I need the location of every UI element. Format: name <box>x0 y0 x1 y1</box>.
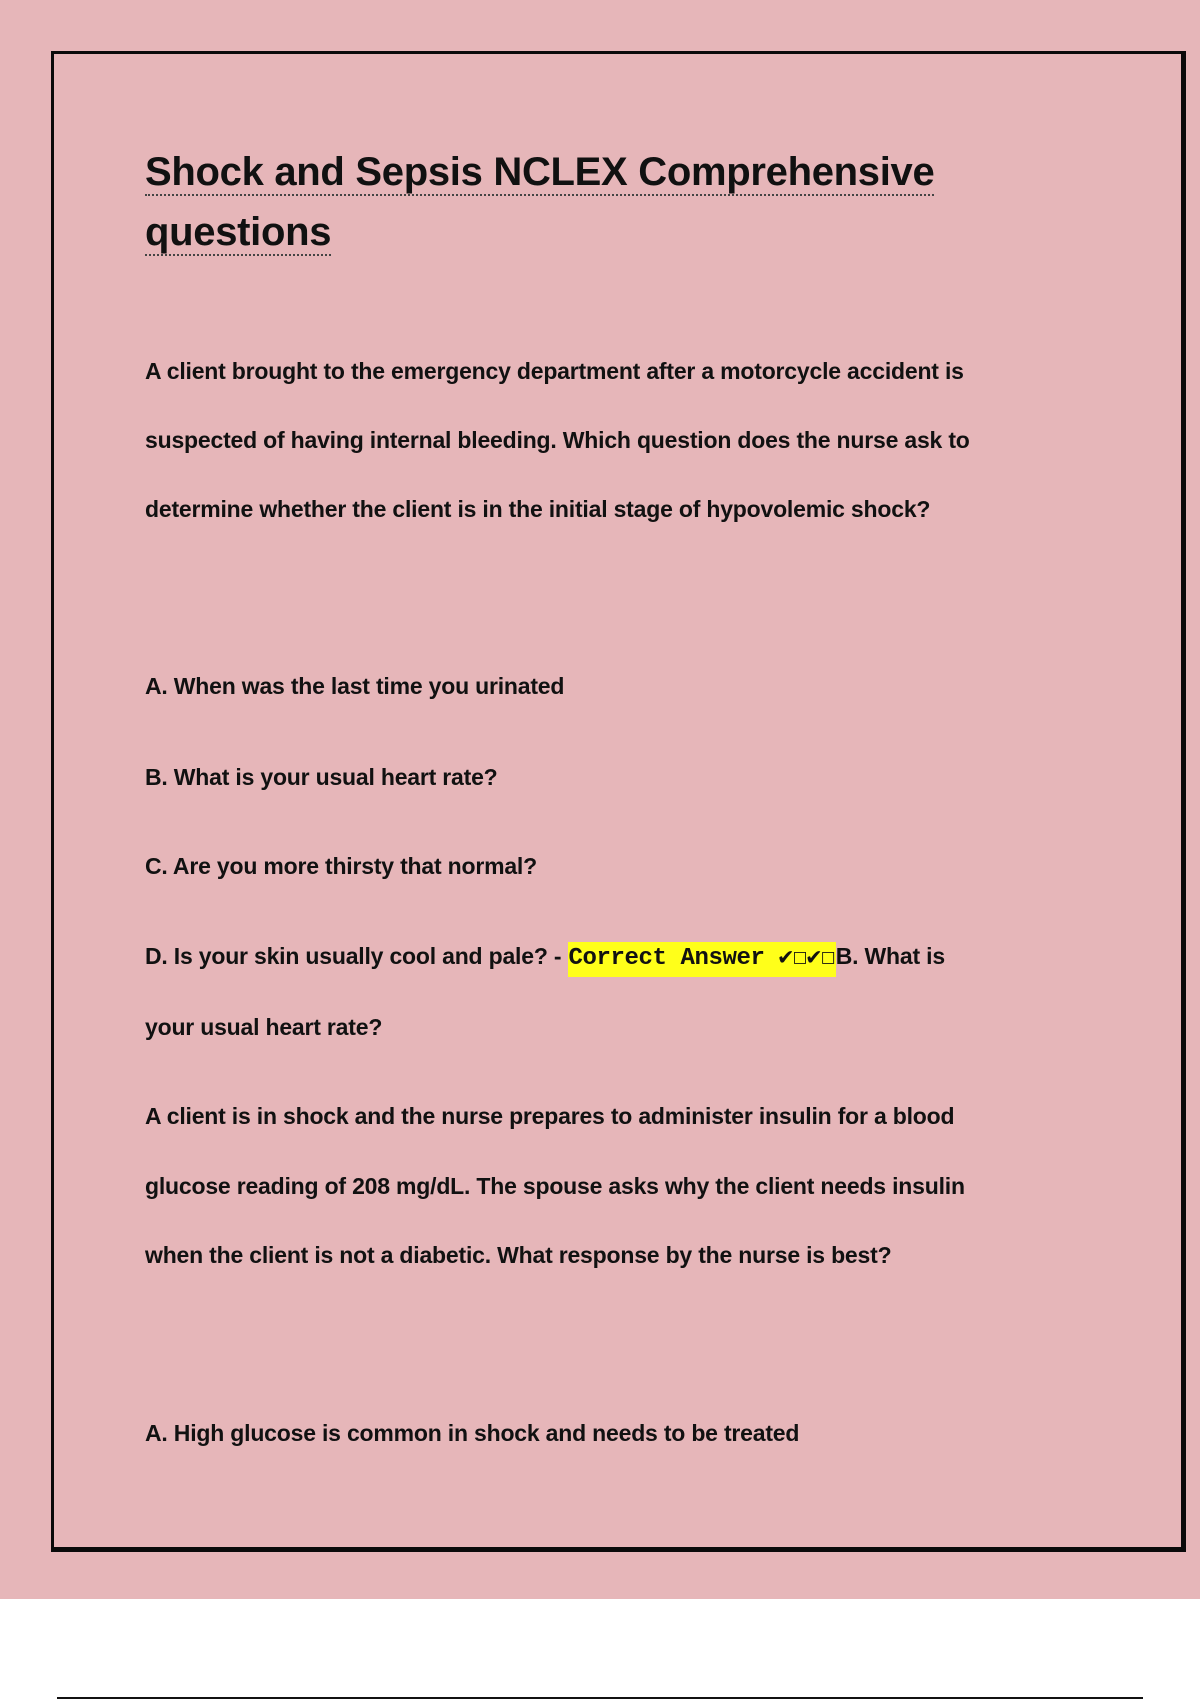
question-1-stem-line-3: determine whether the client is in the initial stage of hypovolemic shock? <box>145 496 931 522</box>
correct-answer-text: B. What is <box>835 943 945 969</box>
title-line-2: questions <box>145 210 332 254</box>
question-2-option-a: A. High glucose is common in shock and needs to be treated <box>145 1420 800 1446</box>
question-1-option-c: C. Are you more thirsty that normal? <box>145 853 537 879</box>
document-title <box>145 142 1105 262</box>
correct-answer-highlight: Correct Answer ✔☐✔☐ <box>568 942 836 977</box>
question-1-stem-line-1: A client brought to the emergency department after a motorcycle accident is <box>145 358 964 384</box>
title-line-1: Shock and Sepsis NCLEX Comprehensive <box>145 150 935 194</box>
question-2-stem-line-1: A client is in shock and the nurse prepares to administer insulin for a blood <box>145 1103 955 1129</box>
next-page-top-rule <box>57 1697 1143 1699</box>
question-1-option-d-row <box>145 941 1105 974</box>
question-2-stem-line-3: when the client is not a diabetic. What response by the nurse is best? <box>145 1242 892 1268</box>
question-1-option-b: B. What is your usual heart rate? <box>145 764 498 790</box>
question-1-option-d: D. Is your skin usually cool and pale? - <box>145 943 568 969</box>
question-1-stem-line-2: suspected of having internal bleeding. Which question does the nurse ask to <box>145 427 970 453</box>
correct-answer-text-continued: your usual heart rate? <box>145 1014 383 1040</box>
page-border-frame <box>51 51 1186 1552</box>
question-1-option-a: A. When was the last time you urinated <box>145 673 565 699</box>
question-2-stem-line-2: glucose reading of 208 mg/dL. The spouse asks why the client needs insulin <box>145 1173 965 1199</box>
